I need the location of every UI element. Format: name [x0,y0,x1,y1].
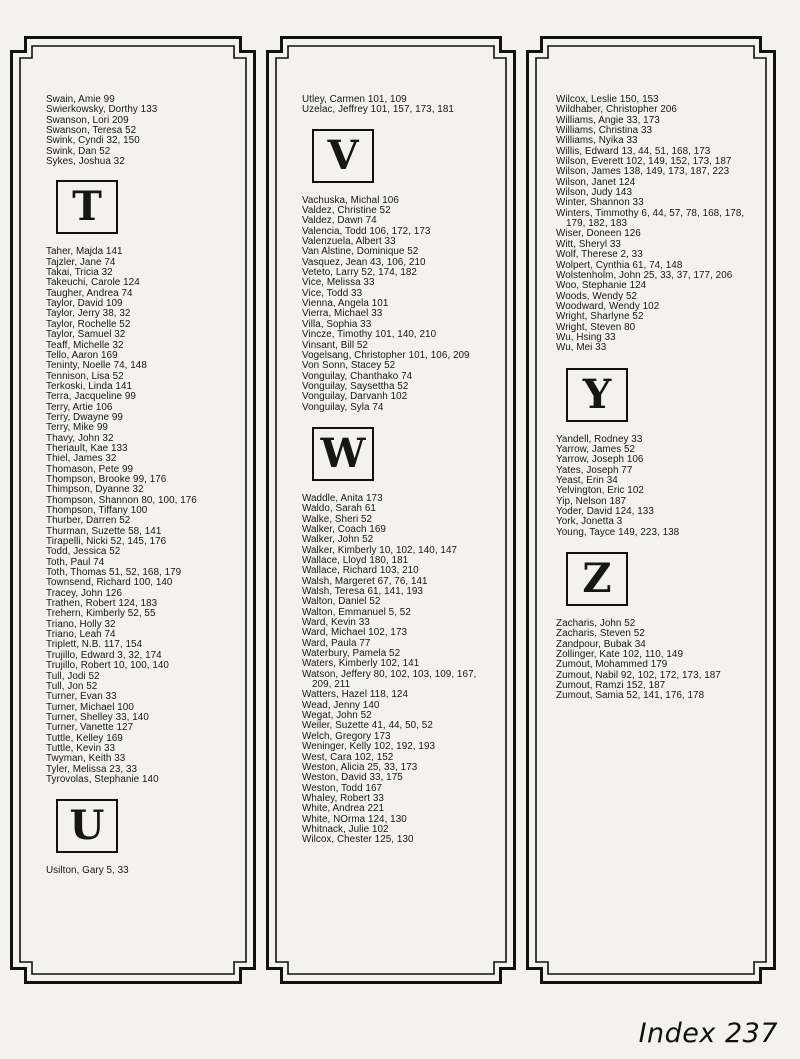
index-entry: Yip, Nelson 187 [556,495,627,507]
index-entry: Vasquez, Jean 43, 106, 210 [302,256,426,268]
index-entry: Swierkowsky, Dorthy 133 [46,104,158,116]
index-entry: Taylor, Jerry 38, 32 [46,308,131,320]
index-entry: Walker, Coach 169 [302,523,386,535]
index-entry: Young, Tayce 149, 223, 138 [556,526,680,538]
index-entry: Thompson, Shannon 80, 100, 176 [46,494,197,506]
section-w-continued [556,95,746,354]
index-entry: Williams, Nyika 33 [556,135,638,147]
index-entry: Wilson, Everett 102, 149, 152, 173, 187 [556,156,732,168]
letter-divider-w [312,427,374,481]
index-entry: Tull, Jon 52 [46,680,98,692]
index-entry: Vogelsang, Christopher 101, 106, 209 [302,349,470,361]
index-entry: Zandpour, Bubak 34 [556,638,646,650]
index-entry: Weston, David 33, 175 [302,772,403,784]
index-entry: Trehern, Kimberly 52, 55 [46,608,156,620]
index-entry: Wilson, James 138, 149, 173, 187, 223 [556,166,730,178]
index-entry: Teaff, Michelle 32 [46,339,124,351]
index-entry: Terry, Dwayne 99 [46,411,123,423]
index-entry: Tuttle, Kelley 169 [46,732,123,744]
index-entry: Walsh, Teresa 61, 141, 193 [302,586,423,597]
index-entry: Utley, Carmen 101, 109 [302,94,407,105]
index-entry: White, Andrea 221 [302,803,385,815]
index-entry: Vonguilay, Chanthako 74 [302,370,413,382]
index-entry: Toth, Paul 74 [46,556,105,568]
letter-divider-glyph: Y [582,370,612,418]
index-entry: Ward, Michael 102, 173 [302,627,408,639]
index-entry: Sykes, Joshua 32 [46,156,125,168]
index-entry: Vonguilay, Saysettha 52 [302,380,409,392]
index-entry: Ward, Kevin 33 [302,617,370,629]
index-entry: Villa, Sophia 33 [302,318,372,330]
index-entry: Takai, Tricia 32 [46,267,113,279]
letter-divider-u [56,799,118,853]
index-entry: Wright, Steven 80 [556,321,636,333]
index-entry: Tyrovolas, Stephanie 140 [46,773,159,785]
index-entry: Vonguilay, Syla 74 [302,401,384,413]
index-entry: Toth, Thomas 51, 52, 168, 179 [46,567,182,579]
index-entry: Swink, Dan 52 [46,145,111,157]
index-entry: Trujillo, Robert 10, 100, 140 [46,660,169,672]
index-entry: Winter, Shannon 33 [556,197,644,209]
index-entry: Vice, Todd 33 [302,287,363,299]
index-entry: Tuttle, Kevin 33 [46,742,116,754]
section-v [302,129,492,413]
index-column-2 [302,95,492,846]
index-entry: Swink, Cyndi 32, 150 [46,135,140,147]
index-entry: Wiser, Doneen 126 [556,228,641,240]
index-entry: Yandell, Rodney 33 [556,433,643,445]
letter-divider-glyph: W [320,429,366,477]
index-entry: West, Cara 102, 152 [302,751,394,763]
index-entry: Takeuchi, Carole 124 [46,277,140,289]
index-column-3 [556,95,746,702]
index-entry: Yates, Joseph 77 [556,464,633,476]
index-entry: Watters, Hazel 118, 124 [302,689,408,701]
index-entry: Terra, Jacqueline 99 [46,391,136,403]
index-entry: Woods, Wendy 52 [556,290,638,302]
index-entry: Taylor, Rochelle 52 [46,318,131,330]
index-entry: Welch, Gregory 173 [302,730,391,742]
index-entry: Wilson, Janet 124 [556,176,636,188]
index-entry: Waddle, Anita 173 [302,492,383,504]
index-entry: Tull, Jodi 52 [46,670,100,682]
index-entry: Wallace, Richard 103, 210 [302,565,419,577]
index-entry: Turner, Vanette 127 [46,722,134,734]
index-entry: Turner, Shelley 33, 140 [46,711,149,723]
page-label: Index 237 [638,1018,778,1049]
index-entry: Weiler, Suzette 41, 44, 50, 52 [302,720,433,732]
section-u-continued [302,95,492,116]
index-entry: Yelvington, Eric 102 [556,485,644,497]
index-entry: Witt, Sheryl 33 [556,238,621,250]
index-entry: Thomason, Pete 99 [46,463,134,475]
index-entry: Turner, Michael 100 [46,701,134,713]
letter-divider-glyph: T [72,183,102,231]
index-entry: Walker, John 52 [302,534,374,546]
index-entry: Zacharis, Steven 52 [556,628,645,640]
letter-divider-glyph: U [69,802,105,850]
index-entry: Walton, Emmanuel 5, 52 [302,606,411,618]
index-entry: Wilcox, Leslie 150, 153 [556,94,659,105]
index-entry: Wegat, John 52 [302,710,372,722]
index-entry: Thompson, Tiffany 100 [46,505,148,516]
index-entry: Twyman, Keith 33 [46,753,126,765]
index-entry: Vienna, Angela 101 [302,298,389,310]
index-entry: Wu, Mei 33 [556,342,607,354]
index-entry: Williams, Angie 33, 173 [556,114,660,126]
index-entry: Wu, Hsing 33 [556,331,616,343]
index-entry: Trujillo, Edward 3, 32, 174 [46,649,162,661]
index-entry: York, Jonetta 3 [556,516,623,528]
section-s-continued [46,95,236,167]
index-entry: Terry, Artie 106 [46,401,113,413]
section-t [46,180,236,785]
index-entry: Yoder, David 124, 133 [556,506,654,517]
index-entry: Theriault, Kae 133 [46,442,128,454]
index-entry: Watson, Jeffery 80, 102, 103, 109, 167, 209, 211 [302,668,477,691]
index-entry: Weston, Todd 167 [302,782,383,794]
index-entry: Vachuska, Michal 106 [302,194,399,206]
index-entry: Todd, Jessica 52 [46,546,121,558]
letter-divider-glyph: V [327,131,359,179]
index-entry: Walke, Sheri 52 [302,513,373,525]
index-entry: Taugher, Andrea 74 [46,287,133,299]
letter-divider-z [566,552,628,606]
index-entry: Wead, Jenny 140 [302,699,380,711]
index-entry: Van Alstine, Dominique 52 [302,246,419,258]
index-entry: Uzelac, Jeffrey 101, 157, 173, 181 [302,104,454,116]
index-entry: Woodward, Wendy 102 [556,300,660,312]
index-entry: Waldo, Sarah 61 [302,503,376,515]
index-entry: Yarrow, Joseph 106 [556,454,644,466]
index-entry: Swanson, Lori 209 [46,114,129,126]
index-entry: Tirapelli, Nicki 52, 145, 176 [46,536,167,548]
letter-divider-y [566,368,628,422]
index-entry: Yeast, Erin 34 [556,474,618,486]
index-entry: Von Sonn, Stacey 52 [302,360,396,372]
index-entry: Townsend, Richard 100, 140 [46,577,173,589]
index-entry: Turner, Evan 33 [46,691,117,703]
index-entry: Zacharis, John 52 [556,618,636,630]
index-entry: Zumout, Mohammed 179 [556,659,668,671]
index-entry: Vierra, Michael 33 [302,308,383,320]
index-entry: Trathen, Robert 124, 183 [46,598,158,610]
index-entry: Veteto, Larry 52, 174, 182 [302,267,417,279]
index-entry: Ward, Paula 77 [302,637,371,649]
index-entry: Vinsant, Bill 52 [302,339,368,351]
index-entry: Thurber, Darren 52 [46,515,131,527]
index-entry: Wolpert, Cynthia 61, 74, 148 [556,259,683,271]
index-entry: Tyler, Melissa 23, 33 [46,763,138,775]
index-entry: Zumout, Samia 52, 141, 176, 178 [556,690,705,702]
index-entry: Weston, Alicia 25, 33, 173 [302,761,418,773]
index-entry: Terry, Mike 99 [46,422,108,434]
index-entry: Walsh, Margeret 67, 76, 141 [302,575,428,587]
index-entry: Zollinger, Kate 102, 110, 149 [556,649,683,661]
index-entry: Zumout, Nabil 92, 102, 172, 173, 187 [556,669,721,681]
index-entry: Taylor, Samuel 32 [46,329,126,341]
index-entry: Vice, Melissa 33 [302,277,375,289]
index-entry: Terkoski, Linda 141 [46,380,133,392]
index-entry: Thiel, James 32 [46,453,117,465]
index-entry: Thompson, Brooke 99, 176 [46,473,167,485]
index-entry: Woo, Stephanie 124 [556,280,647,292]
index-entry: Waters, Kimberly 102, 141 [302,658,420,670]
index-entry: Tajzler, Jane 74 [46,256,116,268]
index-entry: Whitnack, Julie 102 [302,823,389,835]
index-entry: Triplett, N.B. 117, 154 [46,639,143,651]
letter-divider-glyph: Z [582,555,612,603]
index-entry: Tennison, Lisa 52 [46,370,124,382]
index-entry: Waterbury, Pamela 52 [302,648,401,660]
index-entry: Thimpson, Dyanne 32 [46,484,144,496]
index-entry: Weninger, Kelly 102, 192, 193 [302,741,436,753]
index-entry: Tello, Aaron 169 [46,349,118,361]
index-entry: Vonguilay, Darvanh 102 [302,391,408,403]
index-entry: Valdez, Christine 52 [302,205,391,217]
index-entry: Usilton, Gary 5, 33 [46,865,129,877]
index-entry: Teninty, Noelle 74, 148 [46,360,147,372]
index-entry: Valenzuela, Albert 33 [302,236,396,248]
index-entry: Wilson, Judy 143 [556,187,632,199]
index-entry: Swain, Amie 99 [46,94,115,105]
index-entry: Valencia, Todd 106, 172, 173 [302,225,431,237]
index-entry: Taher, Majda 141 [46,246,123,258]
index-entry: Whaley, Robert 33 [302,792,384,804]
section-z [556,552,746,702]
index-entry: Walker, Kimberly 10, 102, 140, 147 [302,544,458,556]
index-entry: Williams, Christina 33 [556,125,653,137]
index-entry: Zumout, Ramzi 152, 187 [556,680,666,692]
index-entry: Yarrow, James 52 [556,443,636,455]
index-entry: Walton, Daniel 52 [302,596,381,608]
index-column-1 [46,95,236,877]
index-entry: Wright, Sharlyne 52 [556,311,644,323]
index-entry: Triano, Holly 32 [46,618,116,630]
index-entry: Valdez, Dawn 74 [302,215,377,227]
index-entry: Winters, Timmothy 6, 44, 57, 78, 168, 178, 179, 182, 183 [556,207,745,230]
index-entry: Wallace, Lloyd 180, 181 [302,554,409,566]
index-entry: Wolf, Therese 2, 33 [556,249,643,261]
index-entry: Wilcox, Chester 125, 130 [302,834,414,846]
section-w [302,427,492,846]
index-entry: Thurman, Suzette 58, 141 [46,525,162,537]
index-entry: Willis, Edward 13, 44, 51, 168, 173 [556,145,711,157]
letter-divider-v [312,129,374,183]
index-entry: Swanson, Teresa 52 [46,125,137,137]
index-entry: Wildhaber, Christopher 206 [556,104,677,116]
index-entry: Thavy, John 32 [46,432,114,444]
section-u [46,799,236,876]
index-entry: White, NOrma 124, 130 [302,813,407,825]
index-entry: Wolstenholm, John 25, 33, 37, 177, 206 [556,269,733,281]
index-entry: Taylor, David 109 [46,298,123,310]
index-entry: Vincze, Timothy 101, 140, 210 [302,329,437,341]
letter-divider-t [56,180,118,234]
section-y [556,368,746,538]
index-entry: Tracey, John 126 [46,587,122,599]
index-entry: Triano, Leah 74 [46,629,116,641]
